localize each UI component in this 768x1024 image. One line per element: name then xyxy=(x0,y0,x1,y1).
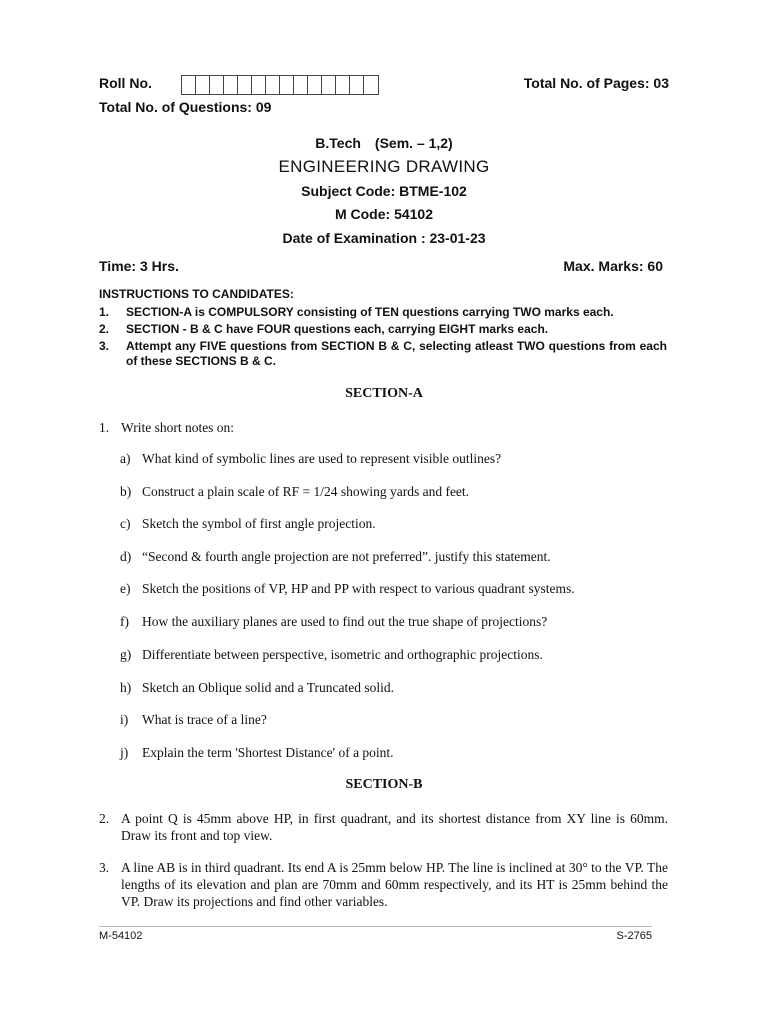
course-line xyxy=(0,135,768,151)
instruction-text: SECTION-A is COMPULSORY consisting of TEN questions carrying TWO marks each. xyxy=(126,305,614,319)
part-label: d) xyxy=(120,549,132,564)
footer-serial: S-2765 xyxy=(616,930,652,942)
roll-number-box xyxy=(252,76,266,94)
instruction-number: 3. xyxy=(99,339,110,353)
m-code: M Code: 54102 xyxy=(334,206,434,222)
roll-number-box xyxy=(238,76,252,94)
question-part-g xyxy=(120,647,668,663)
question-part-i xyxy=(120,712,668,728)
roll-number-box xyxy=(182,76,196,94)
roll-number-box xyxy=(322,76,336,94)
part-text: Explain the term 'Shortest Distance' of a point. xyxy=(142,745,394,760)
paper-title: ENGINEERING DRAWING xyxy=(278,157,490,176)
subject-code: Subject Code: BTME-102 xyxy=(301,183,467,199)
roll-number-boxes xyxy=(181,75,379,95)
part-label: a) xyxy=(120,451,131,466)
roll-number-box xyxy=(364,76,378,94)
question-number: 1. xyxy=(99,420,110,435)
semester: (Sem. – 1,2) xyxy=(374,135,453,151)
part-label: b) xyxy=(120,484,132,499)
part-label: g) xyxy=(120,647,132,662)
part-label: c) xyxy=(120,516,131,531)
roll-number-box xyxy=(308,76,322,94)
roll-number-box xyxy=(210,76,224,94)
question-2 xyxy=(99,810,668,844)
roll-number-box xyxy=(336,76,350,94)
question-part-c xyxy=(120,516,668,532)
part-text: “Second & fourth angle projection are not preferred”. justify this statement. xyxy=(142,549,551,564)
question-text: Write short notes on: xyxy=(121,420,235,435)
question-1 xyxy=(99,419,668,436)
section-b-title: SECTION-B xyxy=(345,777,423,792)
footer-divider xyxy=(99,926,652,927)
part-text: Construct a plain scale of RF = 1/24 showing yards and feet. xyxy=(142,484,470,499)
total-pages: Total No. of Pages: 03 xyxy=(523,75,669,91)
instruction-text: SECTION - B & C have FOUR questions each, carrying EIGHT marks each. xyxy=(126,322,549,336)
roll-number-box xyxy=(280,76,294,94)
question-part-b xyxy=(120,484,668,500)
part-label: h) xyxy=(120,680,132,695)
roll-number-box xyxy=(350,76,364,94)
part-label: j) xyxy=(120,745,129,760)
total-questions: Total No. of Questions: 09 xyxy=(99,99,272,115)
instruction-item xyxy=(99,305,667,320)
exam-date: Date of Examination : 23-01-23 xyxy=(282,230,486,246)
part-text: Differentiate between perspective, isometric and orthographic projections. xyxy=(142,647,543,662)
section-a-title: SECTION-A xyxy=(345,386,423,401)
roll-number-label: Roll No. xyxy=(99,75,152,91)
question-number: 2. xyxy=(99,811,110,826)
part-label: i) xyxy=(120,712,129,727)
instructions-heading: INSTRUCTIONS TO CANDIDATES: xyxy=(99,287,294,301)
part-text: What is trace of a line? xyxy=(142,712,267,727)
part-text: Sketch the symbol of first angle projection. xyxy=(142,516,376,531)
question-3 xyxy=(99,859,668,910)
part-text: How the auxiliary planes are used to find out the true shape of projections? xyxy=(142,614,548,629)
part-text: Sketch an Oblique solid and a Truncated solid. xyxy=(142,680,394,695)
part-label: e) xyxy=(120,581,131,596)
roll-number-box xyxy=(224,76,238,94)
roll-number-box xyxy=(196,76,210,94)
part-label: f) xyxy=(120,614,129,629)
roll-number-box xyxy=(294,76,308,94)
question-part-a xyxy=(120,451,668,467)
question-part-e xyxy=(120,581,668,597)
instruction-number: 2. xyxy=(99,322,110,336)
question-part-j xyxy=(120,745,668,761)
question-part-f xyxy=(120,614,668,630)
instruction-item xyxy=(99,322,667,337)
question-number: 3. xyxy=(99,860,110,875)
question-text: A line AB is in third quadrant. Its end A is 25mm below HP. The line is inclined at 30° to the VP. The lengths of its elevation and plan are 70mm and 60mm respectively, and its HT is 25mm behind the VP. Draw its projections and find other variables. xyxy=(121,860,668,909)
instruction-text: Attempt any FIVE questions from SECTION B & C, selecting atleast TWO questions from each of these SECTIONS B & C. xyxy=(126,339,667,368)
max-marks: Max. Marks: 60 xyxy=(563,258,663,274)
roll-number-box xyxy=(266,76,280,94)
instruction-item xyxy=(99,339,667,369)
part-text: Sketch the positions of VP, HP and PP with respect to various quadrant systems. xyxy=(142,581,575,596)
part-text: What kind of symbolic lines are used to represent visible outlines? xyxy=(142,451,502,466)
exam-time: Time: 3 Hrs. xyxy=(99,258,179,274)
footer-paper-code: M-54102 xyxy=(99,930,143,942)
question-part-h xyxy=(120,680,668,696)
question-part-d xyxy=(120,549,668,565)
instruction-number: 1. xyxy=(99,305,110,319)
question-text: A point Q is 45mm above HP, in first quadrant, and its shortest distance from XY line is 60mm. Draw its front and top view. xyxy=(121,811,668,843)
course-name: B.Tech xyxy=(315,135,361,151)
